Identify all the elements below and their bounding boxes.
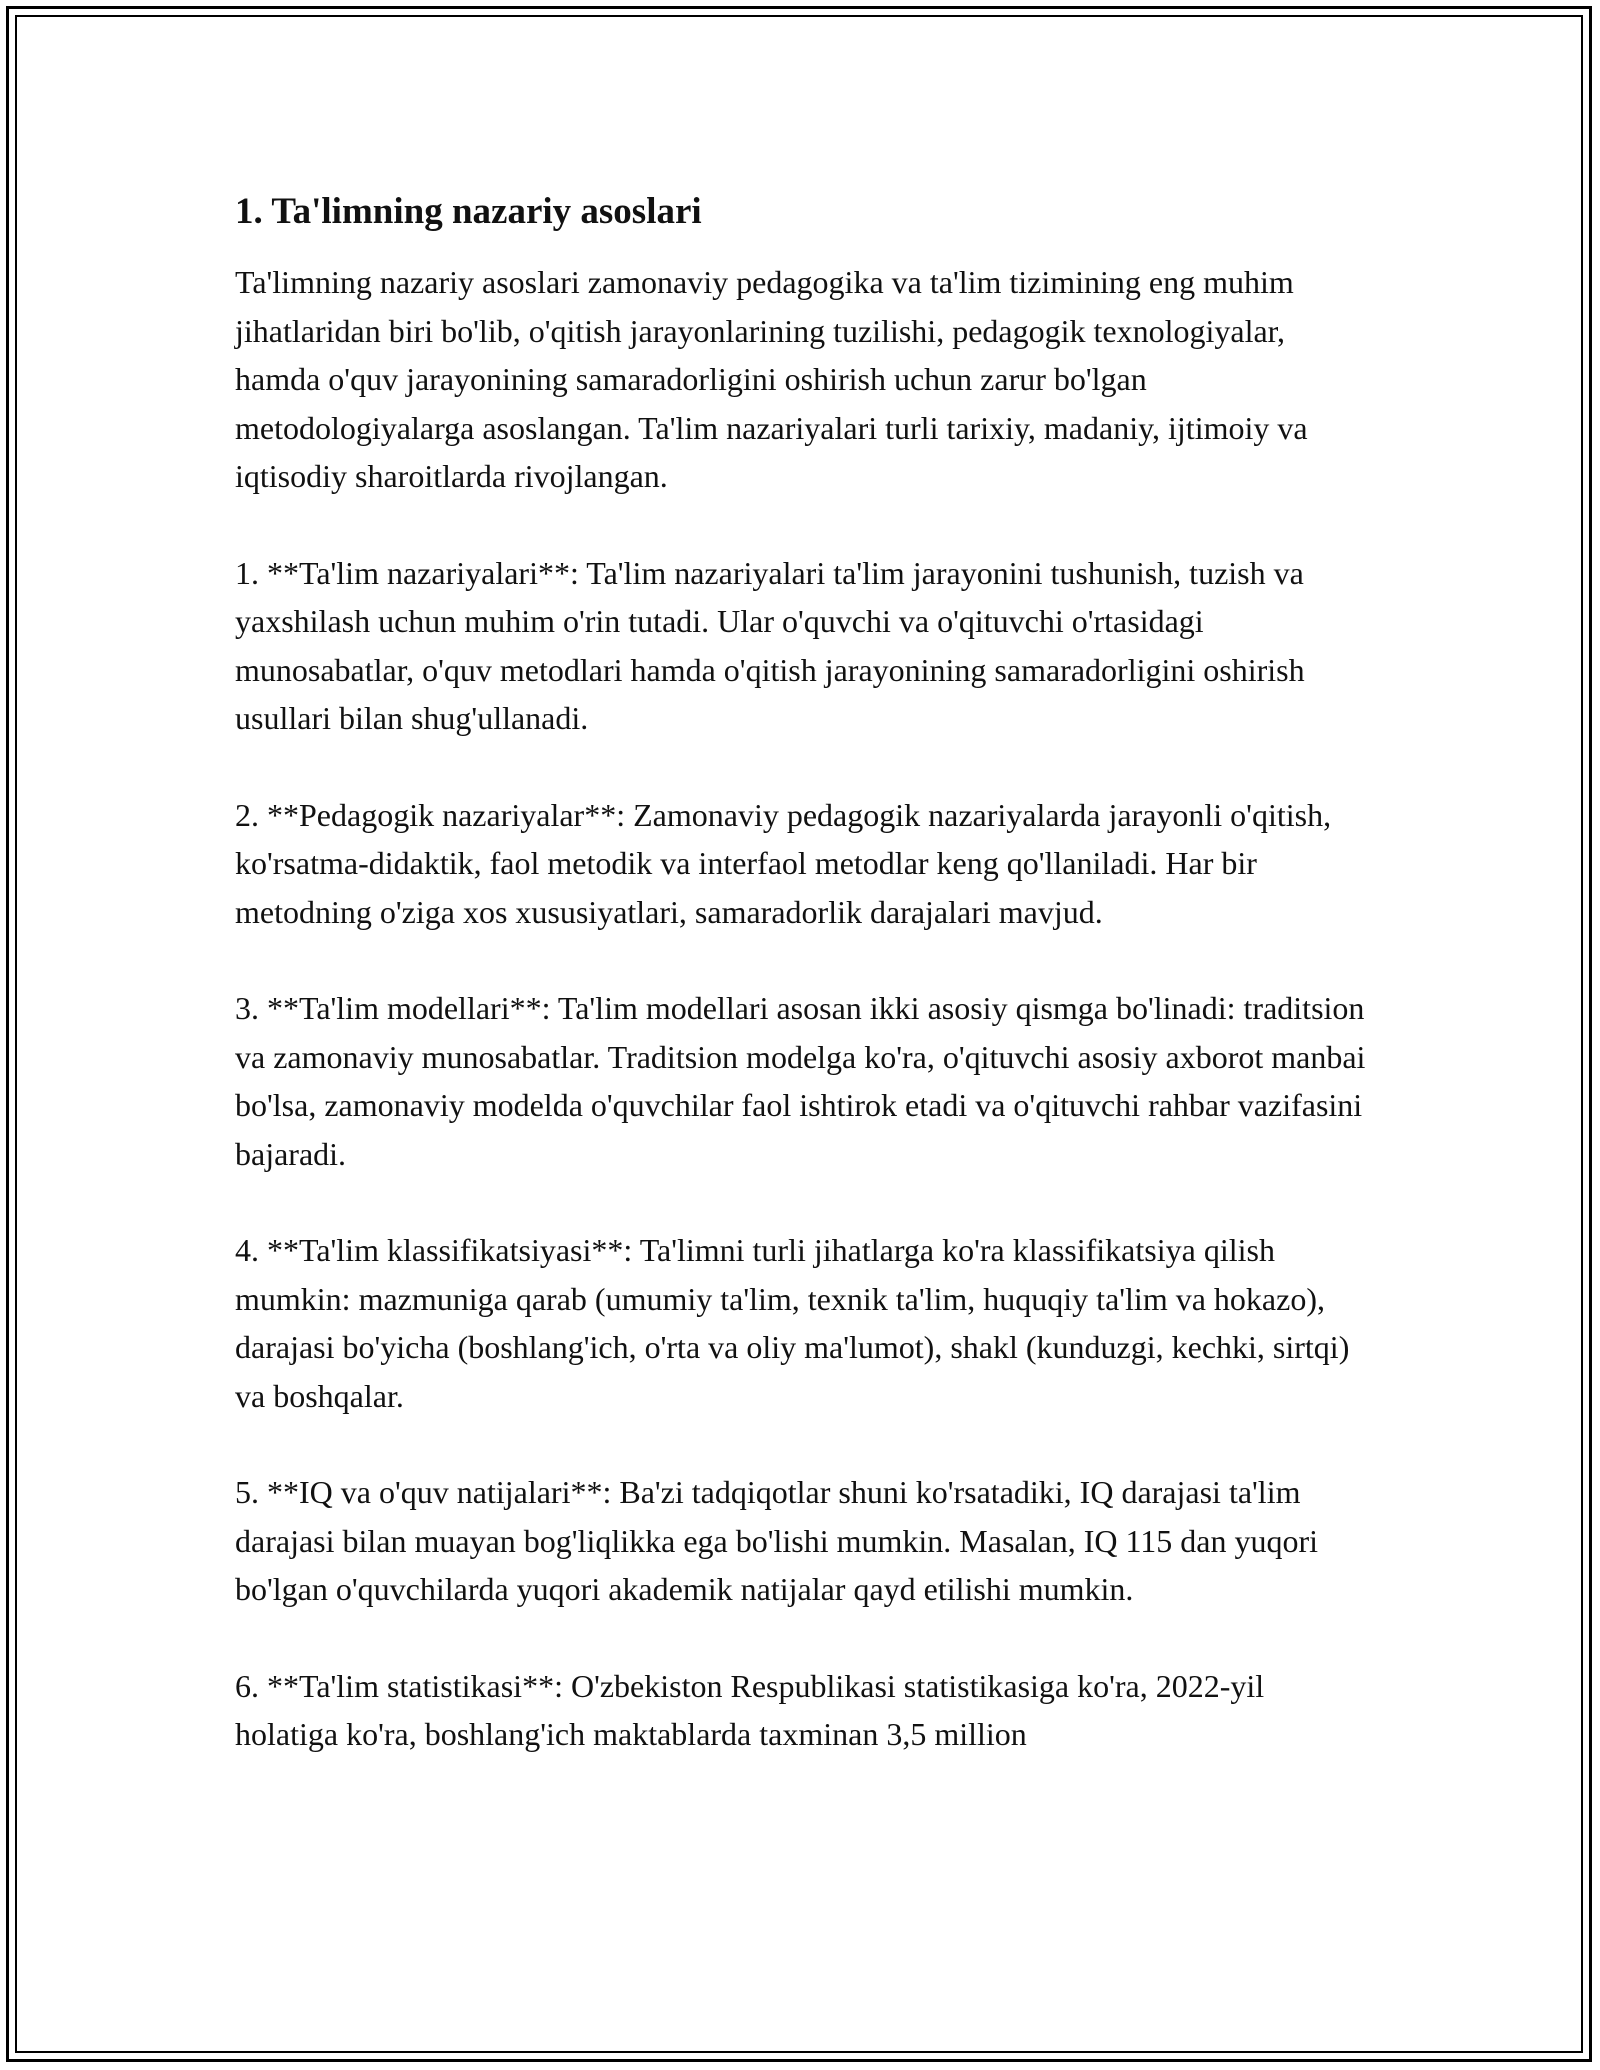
intro-paragraph: Ta'limning nazariy asoslari zamonaviy pedagogika va ta'lim tizimining eng muhim jihatlaridan biri bo'lib, o'qitish jarayonlarining tuzilishi, pedagogik texnologiyalar, hamda o'quv jarayonining samaradorligini oshirish uchun zarur bo'lgan metodologiyalarga asoslangan. Ta'lim nazariyalari turli tarixiy, madaniy, ijtimoiy va iqtisodiy sharoitlarda rivojlangan. [235, 264, 1308, 494]
section-heading: 1. Ta'limning nazariy asoslari [235, 191, 702, 232]
document-body [235, 188, 1375, 1807]
list-item-3: 3. **Ta'lim modellari**: Ta'lim modellari asosan ikki asosiy qismga bo'linadi: traditsion va zamonaviy munosabatlar. Traditsion modelga ko'ra, o'qituvchi asosiy axborot manbai bo'lsa, zamonaviy modelda o'quvchilar faol ishtirok etadi va o'qituvchi rahbar vazifasini bajaradi. [235, 990, 1366, 1172]
list-item-6: 6. **Ta'lim statistikasi**: O'zbekiston Respublikasi statistikasiga ko'ra, 2022-yil holatiga ko'ra, boshlang'ich maktablarda taxminan 3,5 million [235, 1667, 1265, 1752]
list-item-2: 2. **Pedagogik nazariyalar**: Zamonaviy pedagogik nazariyalarda jarayonli o'qitish, ko'rsatma-didaktik, faol metodik va interfaol metodlar keng qo'llaniladi. Har bir metodning o'ziga xos xususiyatlari, samaradorlik darajalari mavjud. [235, 796, 1332, 930]
list-item-5: 5. **IQ va o'quv natijalari**: Ba'zi tadqiqotlar shuni ko'rsatadiki, IQ darajasi ta'lim darajasi bilan muayan bog'liqlikka ega bo'lishi mumkin. Masalan, IQ 115 dan yuqori bo'lgan o'quvchilarda yuqori akademik natijalar qayd etilishi mumkin. [235, 1474, 1319, 1607]
list-item-1: 1. **Ta'lim nazariyalari**: Ta'lim nazariyalari ta'lim jarayonini tushunish, tuzish va yaxshilash uchun muhim o'rin tutadi. Ular o'quvchi va o'qituvchi o'rtasidagi munosabatlar, o'quv metodlari hamda o'qitish jarayonining samaradorligini oshirish usullari bilan shug'ullanadi. [235, 554, 1305, 736]
list-item-4: 4. **Ta'lim klassifikatsiyasi**: Ta'limni turli jihatlarga ko'ra klassifikatsiya qilish mumkin: mazmuniga qarab (umumiy ta'lim, texnik ta'lim, huquqiy ta'lim va hokazo), darajasi bo'yicha (boshlang'ich, o'rta va oliy ma'lumot), shakl (kunduzgi, kechki, sirtqi) va boshqalar. [235, 1232, 1350, 1414]
